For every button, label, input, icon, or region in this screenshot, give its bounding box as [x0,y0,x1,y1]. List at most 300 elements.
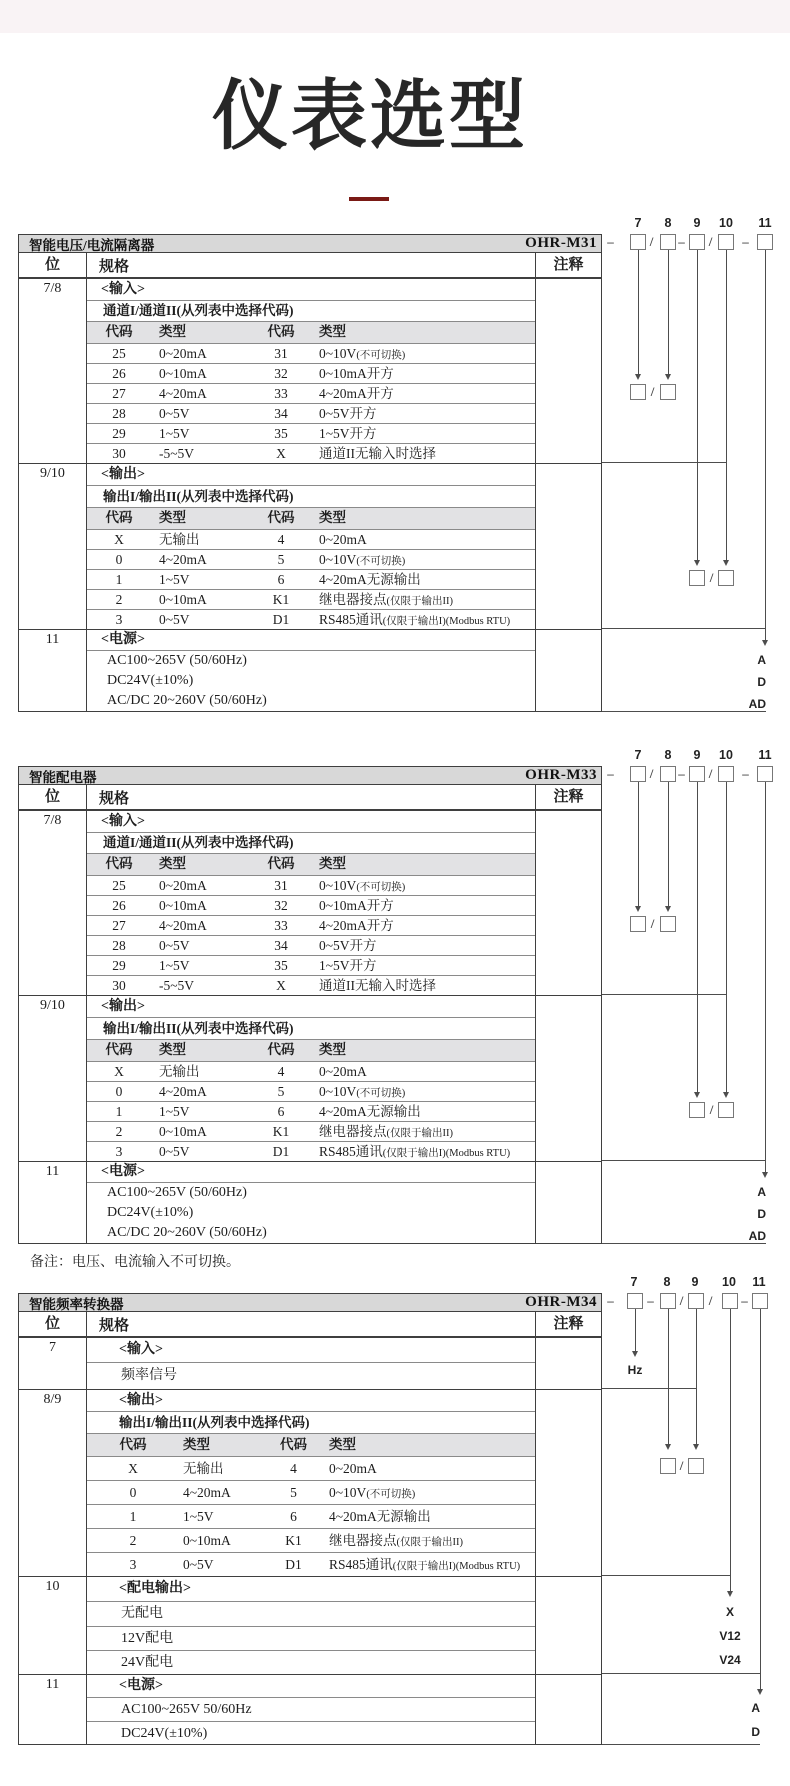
dist-option: 无配电 [121,1606,163,1621]
code-type-header [87,1434,535,1456]
type-cell: RS485通讯(仅限于输出I)(Modbus RTU) [319,1144,511,1159]
type-cell: 4~20mA [159,1084,207,1099]
section-output [19,1389,601,1576]
target-slash: / [650,916,655,931]
dist-option: 24V配电 [87,1650,535,1674]
type-label: 类型 [329,1437,356,1452]
section-connector-line [602,1388,696,1389]
note-cell [535,811,601,995]
code-row [87,1552,535,1576]
table-title-band [19,235,601,253]
drop-line [726,250,727,560]
code-digit: 10 [719,216,733,230]
code-cell: 31 [274,878,288,893]
code-cell: 35 [274,426,288,441]
section-title: <配电输出> [87,1577,535,1602]
type-cell: 继电器接点(仅限于输出II) [319,1124,453,1139]
table-title-band [19,1294,601,1312]
arrow-down-icon [723,1092,729,1098]
code-cell: 27 [112,386,126,401]
product-name: 智能频率转换器 [29,1296,124,1312]
code-cell: 4 [290,1461,297,1476]
type-label: 类型 [159,510,186,525]
code-cell: 26 [112,898,126,913]
section-power [19,1674,601,1744]
section-title: <输出> [87,996,535,1018]
code-cell: 33 [274,386,288,401]
code-separator: – [607,1293,614,1308]
power-option: AC100~265V (50/60Hz) [107,1185,247,1200]
code-separator: / [649,766,654,781]
code-box [660,766,676,782]
type-cell: 0~10V(不可切换) [319,346,406,361]
code-box [757,766,773,782]
product-name: 智能配电器 [29,769,97,785]
code-separator: – [678,766,685,781]
product-table-ohr-m31 [0,216,790,712]
drop-line [638,250,639,374]
column-header-row [19,785,601,810]
col-header-spec: 规格 [99,790,130,807]
code-label: 代码 [267,510,295,525]
target-box [660,916,676,932]
code-cell: 34 [274,938,288,953]
type-cell: 4~20mA开方 [319,918,394,933]
code-digit: 7 [630,1275,638,1289]
code-row [87,1504,535,1528]
section-pos: 10 [19,1577,87,1674]
code-cell: 4 [277,532,285,547]
dist-option-tag: V24 [719,1653,741,1667]
type-cell: 通道II无输入时选择 [319,446,436,461]
type-cell: 0~10mA [159,592,207,607]
section-title: <输出> [87,1390,535,1412]
type-cell: 0~5V开方 [319,406,377,421]
type-cell: 0~5V [159,612,190,627]
code-cell: 25 [112,878,126,893]
drop-line [765,782,766,1172]
section-title: <输入> [87,811,535,833]
code-label: 代码 [280,1437,307,1452]
code-row [87,363,535,383]
code-separator: – [607,766,614,781]
section-title: <电源> [87,630,535,651]
section-subtitle: 输出I/输出II(从列表中选择代码) [87,486,535,508]
section-power [19,1161,601,1243]
section-pos: 11 [19,1675,87,1744]
section-distribution [19,1576,601,1674]
dist-option: 12V配电 [87,1626,535,1650]
input-unit-tag: Hz [627,1363,643,1377]
code-separator: / [708,766,713,781]
product-name: 智能电压/电流隔离器 [29,237,155,253]
note-cell [535,1577,601,1674]
code-box [630,234,646,250]
code-cell: D1 [272,1144,290,1159]
input-option: 频率信号 [121,1368,177,1383]
code-label: 代码 [267,324,295,339]
type-cell: 无输出 [159,1064,200,1079]
type-label: 类型 [319,510,346,525]
code-cell: X [276,978,286,993]
code-row [87,343,535,363]
col-header-pos: 位 [19,785,87,809]
power-option: AC/DC 20~260V (50/60Hz) [107,693,267,708]
code-separator: – [742,766,749,781]
code-row [87,1141,535,1161]
code-cell: 0 [115,552,123,567]
code-row [87,1061,535,1081]
code-digit: 9 [693,216,701,230]
type-cell: 1~5V开方 [319,958,377,973]
code-box [627,1293,643,1309]
code-separator: – [678,234,685,249]
product-table-ohr-m34 [0,1275,790,1745]
footnote: 备注：电压、电流输入不可切换。 [30,1255,240,1270]
col-header-spec: 规格 [99,258,130,275]
section-pos: 8/9 [19,1390,87,1576]
code-cell: 32 [274,898,288,913]
section-input [19,1337,601,1389]
section-subtitle: 通道I/通道II(从列表中选择代码) [87,833,535,854]
code-cell: 2 [129,1533,137,1548]
code-row [87,609,535,629]
page-title: 仪表选型 [212,71,528,160]
code-cell: 5 [277,552,285,567]
code-cell: K1 [272,1124,290,1139]
note-cell [535,1338,601,1389]
col-header-note: 注释 [535,785,601,809]
type-cell: 0~10V(不可切换) [319,1084,406,1099]
code-digit: 10 [722,1275,736,1289]
code-cell: X [276,446,286,461]
arrow-down-icon [762,1172,768,1178]
code-cell: 2 [115,1124,123,1139]
code-cell: 3 [129,1557,137,1572]
code-box [722,1293,738,1309]
code-cell: 30 [112,446,126,461]
code-separator: – [607,234,614,249]
target-box [718,1102,734,1118]
target-slash: / [709,570,714,585]
target-box [630,916,646,932]
code-digit: 9 [691,1275,699,1289]
section-connector-line [602,1575,730,1576]
section-output [19,463,601,629]
column-header-row [19,1312,601,1337]
arrow-down-icon [635,906,641,912]
power-option-tag: D [751,1725,760,1739]
code-cell: 4 [277,1064,285,1079]
note-cell [535,1675,601,1744]
code-separator: / [679,1293,684,1308]
model-code: OHR-M33 [525,767,597,783]
section-power [19,629,601,711]
code-cell: 34 [274,406,288,421]
type-label: 类型 [319,856,346,871]
type-cell: 1~5V [159,958,190,973]
type-cell: 0~20mA [159,878,207,893]
code-cell: X [114,532,124,547]
code-label: 代码 [267,1042,295,1057]
code-cell: 35 [274,958,288,973]
power-option-tag: AD [748,1229,766,1243]
selection-table [18,1293,602,1745]
section-connector-line [602,994,727,995]
type-cell: 4~20mA [159,918,207,933]
type-cell: 4~20mA [159,386,207,401]
code-label: 代码 [267,856,295,871]
dist-option-tag: X [725,1605,734,1619]
section-pos: 7 [19,1338,87,1389]
note-cell [535,996,601,1161]
code-cell: 5 [290,1485,297,1500]
type-label: 类型 [319,324,346,339]
section-subtitle: 通道I/通道II(从列表中选择代码) [87,301,535,322]
type-cell: 无输出 [183,1461,224,1476]
arrow-down-icon [632,1351,638,1357]
code-label: 代码 [105,856,133,871]
code-cell: X [128,1461,138,1476]
drop-line [760,1309,761,1689]
note-cell [535,464,601,629]
selection-table [18,234,602,712]
type-cell: 0~10V(不可切换) [329,1485,416,1500]
code-row [87,1081,535,1101]
type-cell: 1~5V [183,1509,214,1524]
code-box [630,766,646,782]
type-cell: 0~20mA [159,346,207,361]
code-separator: – [742,234,749,249]
code-box [718,766,734,782]
type-label: 类型 [319,1042,346,1057]
type-cell: 1~5V [159,572,190,587]
type-cell: 0~10mA开方 [319,366,394,381]
target-box [660,1458,676,1474]
drop-line [696,1309,697,1444]
code-box [689,766,705,782]
code-row [87,1101,535,1121]
target-slash: / [709,1102,714,1117]
code-row [87,875,535,895]
section-title: <电源> [87,1162,535,1183]
target-box [688,1458,704,1474]
code-digit: 11 [758,216,772,230]
section-pos: 7/8 [19,279,87,463]
code-row [87,549,535,569]
code-cell: 1 [129,1509,137,1524]
note-cell [535,1390,601,1576]
code-row [87,569,535,589]
code-cell: K1 [285,1533,302,1548]
type-cell: 4~20mA [183,1485,231,1500]
code-cell: 5 [277,1084,285,1099]
section-input [19,810,601,995]
drop-line [726,782,727,1092]
section-connector-line [602,628,766,629]
code-label: 代码 [119,1437,147,1452]
arrow-down-icon [693,1444,699,1450]
target-slash: / [679,1458,684,1473]
note-cell [535,630,601,711]
power-option: DC24V(±10%) [87,1721,535,1744]
code-cell: 26 [112,366,126,381]
section-output [19,995,601,1161]
type-cell: 0~10V(不可切换) [319,878,406,893]
target-box [689,1102,705,1118]
code-cell: K1 [272,592,290,607]
code-cell: D1 [285,1557,302,1572]
top-accent-band [0,0,790,33]
arrow-down-icon [727,1591,733,1597]
code-digit: 8 [664,748,672,762]
code-box [752,1293,768,1309]
section-pos: 11 [19,1162,87,1243]
code-cell: 29 [112,958,126,973]
drop-line [635,1309,636,1351]
type-cell: 0~10mA [183,1533,231,1548]
code-cell: 6 [290,1509,297,1524]
power-option: AC/DC 20~260V (50/60Hz) [107,1225,267,1240]
code-digit: 8 [664,216,672,230]
code-separator: – [741,1293,748,1308]
column-header-row [19,253,601,278]
drop-line [668,1309,669,1444]
code-separator: – [647,1293,654,1308]
type-cell: RS485通讯(仅限于输出I)(Modbus RTU) [319,612,511,627]
section-connector-line [602,462,727,463]
power-option: DC24V(±10%) [107,1205,194,1220]
code-row [87,383,535,403]
section-title: <电源> [87,1675,535,1698]
col-header-note: 注释 [535,253,601,277]
code-row [87,1456,535,1480]
code-cell: 6 [277,572,285,587]
drop-line [730,1309,731,1591]
type-cell: 1~5V开方 [319,426,377,441]
target-box [660,384,676,400]
model-code: OHR-M31 [525,235,597,251]
col-header-spec: 规格 [99,1317,130,1334]
code-cell: 28 [112,938,126,953]
type-cell: 0~10mA [159,1124,207,1139]
type-cell: 1~5V [159,426,190,441]
code-cell: 0 [115,1084,123,1099]
code-row [87,935,535,955]
arrow-down-icon [694,1092,700,1098]
type-cell: 0~20mA [319,532,367,547]
code-cell: 33 [274,918,288,933]
type-cell: 4~20mA无源输出 [319,1104,421,1119]
target-box [630,384,646,400]
code-row [87,403,535,423]
power-option: AC100~265V 50/60Hz [121,1702,252,1717]
type-cell: 4~20mA开方 [319,386,394,401]
code-digit: 9 [693,748,701,762]
title-underline [349,197,389,201]
product-table-ohr-m33 [0,748,790,1244]
code-cell: D1 [272,612,290,627]
code-cell: 27 [112,918,126,933]
target-slash: / [650,384,655,399]
code-type-header [87,508,535,529]
col-header-note: 注释 [535,1312,601,1336]
section-connector-line [602,1160,766,1161]
power-option-tag: AD [748,697,766,711]
type-cell: 0~10mA [159,898,207,913]
code-cell: X [114,1064,124,1079]
code-label: 代码 [105,1042,133,1057]
code-cell: 28 [112,406,126,421]
type-cell: 0~20mA [329,1461,377,1476]
code-type-header [87,322,535,343]
type-cell: 0~5V开方 [319,938,377,953]
type-cell: 4~20mA [159,552,207,567]
code-row [87,529,535,549]
section-pos: 11 [19,630,87,711]
code-digit: 10 [719,748,733,762]
type-cell: 继电器接点(仅限于输出II) [329,1533,463,1548]
type-cell: RS485通讯(仅限于输出I)(Modbus RTU) [329,1557,521,1572]
code-digit: 8 [663,1275,671,1289]
code-row [87,895,535,915]
section-subtitle: 输出I/输出II(从列表中选择代码) [87,1412,535,1434]
code-box [660,234,676,250]
code-type-header [87,1040,535,1061]
code-row [87,975,535,995]
section-pos: 7/8 [19,811,87,995]
code-box [757,234,773,250]
arrow-down-icon [723,560,729,566]
note-cell [535,279,601,463]
target-box [689,570,705,586]
type-cell: 无输出 [159,532,200,547]
drop-line [697,250,698,560]
code-type-header [87,854,535,875]
type-cell: -5~5V [159,978,195,993]
code-box [688,1293,704,1309]
arrow-down-icon [694,560,700,566]
type-cell: 4~20mA无源输出 [319,572,421,587]
power-option-tag: A [751,1701,760,1715]
code-row [87,443,535,463]
type-cell: 1~5V [159,1104,190,1119]
type-label: 类型 [159,1042,186,1057]
table-title-band [19,767,601,785]
code-label: 代码 [105,510,133,525]
type-cell: 0~10mA [159,366,207,381]
code-cell: 32 [274,366,288,381]
code-cell: 30 [112,978,126,993]
type-cell: 0~5V [159,406,190,421]
code-cell: 6 [277,1104,285,1119]
arrow-down-icon [635,374,641,380]
section-input [19,278,601,463]
type-cell: 0~20mA [319,1064,367,1079]
drop-line [638,782,639,906]
code-digit: 11 [752,1275,766,1289]
section-subtitle: 输出I/输出II(从列表中选择代码) [87,1018,535,1040]
drop-line [765,250,766,640]
arrow-down-icon [665,374,671,380]
code-cell: 1 [115,572,123,587]
code-row [87,1480,535,1504]
code-row [87,589,535,609]
code-row [87,1121,535,1141]
arrow-down-icon [757,1689,763,1695]
arrow-down-icon [762,640,768,646]
code-cell: 2 [115,592,123,607]
